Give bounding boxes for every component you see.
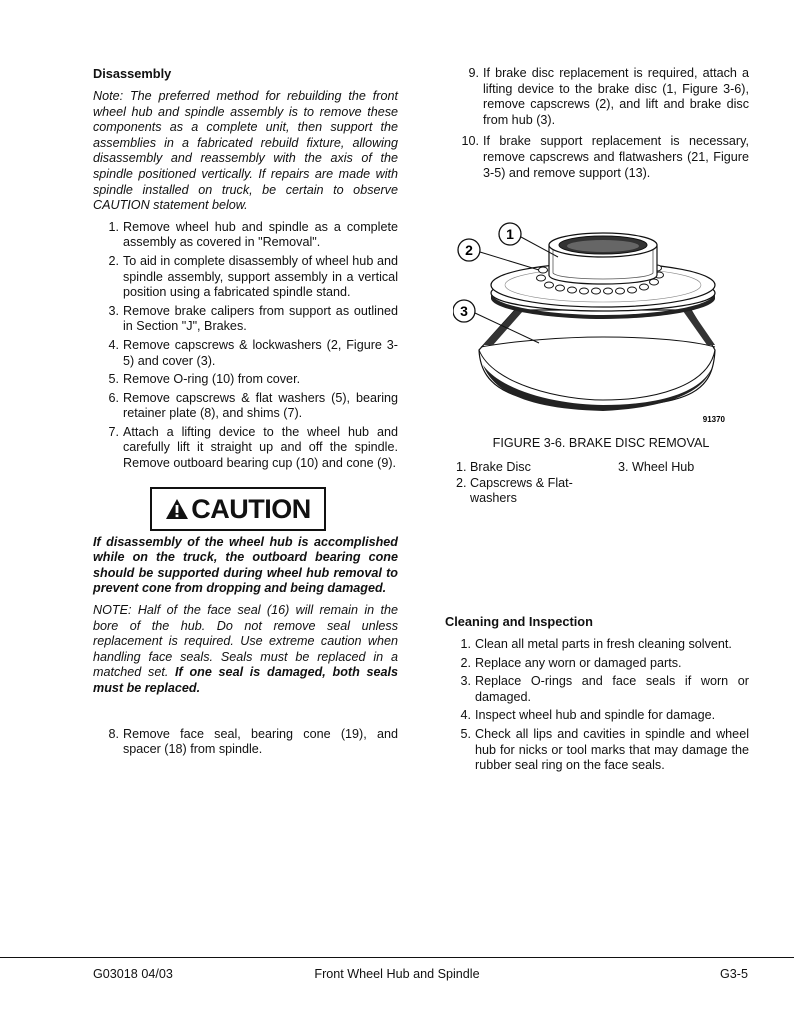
list-item: 2. Replace any worn or damaged parts. [460,655,682,670]
footer-divider [0,957,794,958]
list-item: 8. Remove face seal, bearing cone (19), and spacer (18) from spindle. [108,726,398,757]
list-item: 4. Remove capscrews & lockwashers (2, Figure 3-5) and cover (3). [108,337,398,368]
list-item: 1. Remove wheel hub and spindle as a complete assembly as covered in "Removal". [108,219,398,250]
legend-item: 3. Wheel Hub [618,460,695,474]
list-item: 9. If brake disc replacement is required, attach a lifting device to the brake disc (1, Figure 3-6), remove capscrews (2), and lift and brake disc from hub (3). [468,66,749,127]
cleaning-steps [445,637,749,774]
left-column [93,66,398,761]
list-item: 5. Check all lips and cavities in spindle and wheel hub for nicks or tool marks that may damage the rubber seal ring on the face seals. [460,726,749,773]
caution-banner [150,487,326,531]
figure-code: 91370 [702,415,725,424]
legend-item: 2. Capscrews & Flat-washers [456,475,573,506]
list-item: 5. Remove O-ring (10) from cover. [108,372,301,387]
disassembly-steps-right [453,66,749,181]
right-column [453,66,749,184]
list-item: 10. If brake support replacement is necessary, remove capscrews and flatwashers (21, Figure 3-5) and remove support (13). [461,134,749,180]
disassembly-steps [93,220,398,472]
footer-title: Front Wheel Hub and Spindle [314,967,480,981]
disassembly-note: Note: The preferred method for rebuilding the front wheel hub and spindle assembly is to remove these components as a complete unit, then support the assemblies in a fabricated rebuild fixture, allowing disassembly and reassembly with the axis of the spindle positioned vertically. If repairs are made with spindle installed on truck, be certain to observe CAUTION statement below. [93,89,398,213]
list-item: 1. Clean all metal parts in fresh cleaning solvent. [460,637,732,651]
list-item: 3. Remove brake calipers from support as outlined in Section "J", Brakes. [108,303,398,334]
callout-1: 1 [506,226,514,242]
callout-3: 3 [460,303,468,319]
figure-caption: FIGURE 3-6. BRAKE DISC REMOVAL [492,436,710,450]
legend-item: 1. Brake Disc [456,460,531,474]
disassembly-heading: Disassembly [93,66,172,81]
list-item: 6. Remove capscrews & flat washers (5), bearing retainer plate (8), and shims (7). [108,390,398,421]
footer-page-number: G3-5 [720,967,748,981]
cleaning-section [445,614,749,777]
caution-statement: If disassembly of the wheel hub is accomplished while on the truck, the outboard bearing cone should be supported during wheel hub removal to prevent cone from dropping and being damaged. [93,534,398,596]
brake-disc-figure [453,215,753,435]
footer-doc-id: G03018 04/03 [93,967,173,981]
cleaning-heading: Cleaning and Inspection [445,614,593,629]
disassembly-steps-cont [93,727,398,758]
list-item: 3. Replace O-rings and face seals if worn or damaged. [460,674,749,704]
caution-label: CAUTION [191,493,311,524]
list-item: 4. Inspect wheel hub and spindle for damage. [460,708,716,723]
face-seal-note-bold: If one seal is damaged, both seals must be replaced. [93,665,399,695]
list-item: 7. Attach a lifting device to the wheel hub and carefully lift it straight up and off the spindle. Remove outboard bearing cup (10) and cone (9). [108,424,398,471]
callout-2: 2 [465,242,473,258]
face-seal-note: NOTE: Half of the face seal (16) will remain in the bore of the hub. Do not remove seal unless replacement is required. Use extreme caution when handling face seals. Seals must be replaced in a matched set. If one seal is damaged, both seals must be replaced. [93,603,399,695]
warning-triangle-icon [165,498,189,520]
list-item: 2. To aid in complete disassembly of wheel hub and spindle assembly, support assembly in a vertical position using a fabricated spindle stand. [108,253,398,300]
